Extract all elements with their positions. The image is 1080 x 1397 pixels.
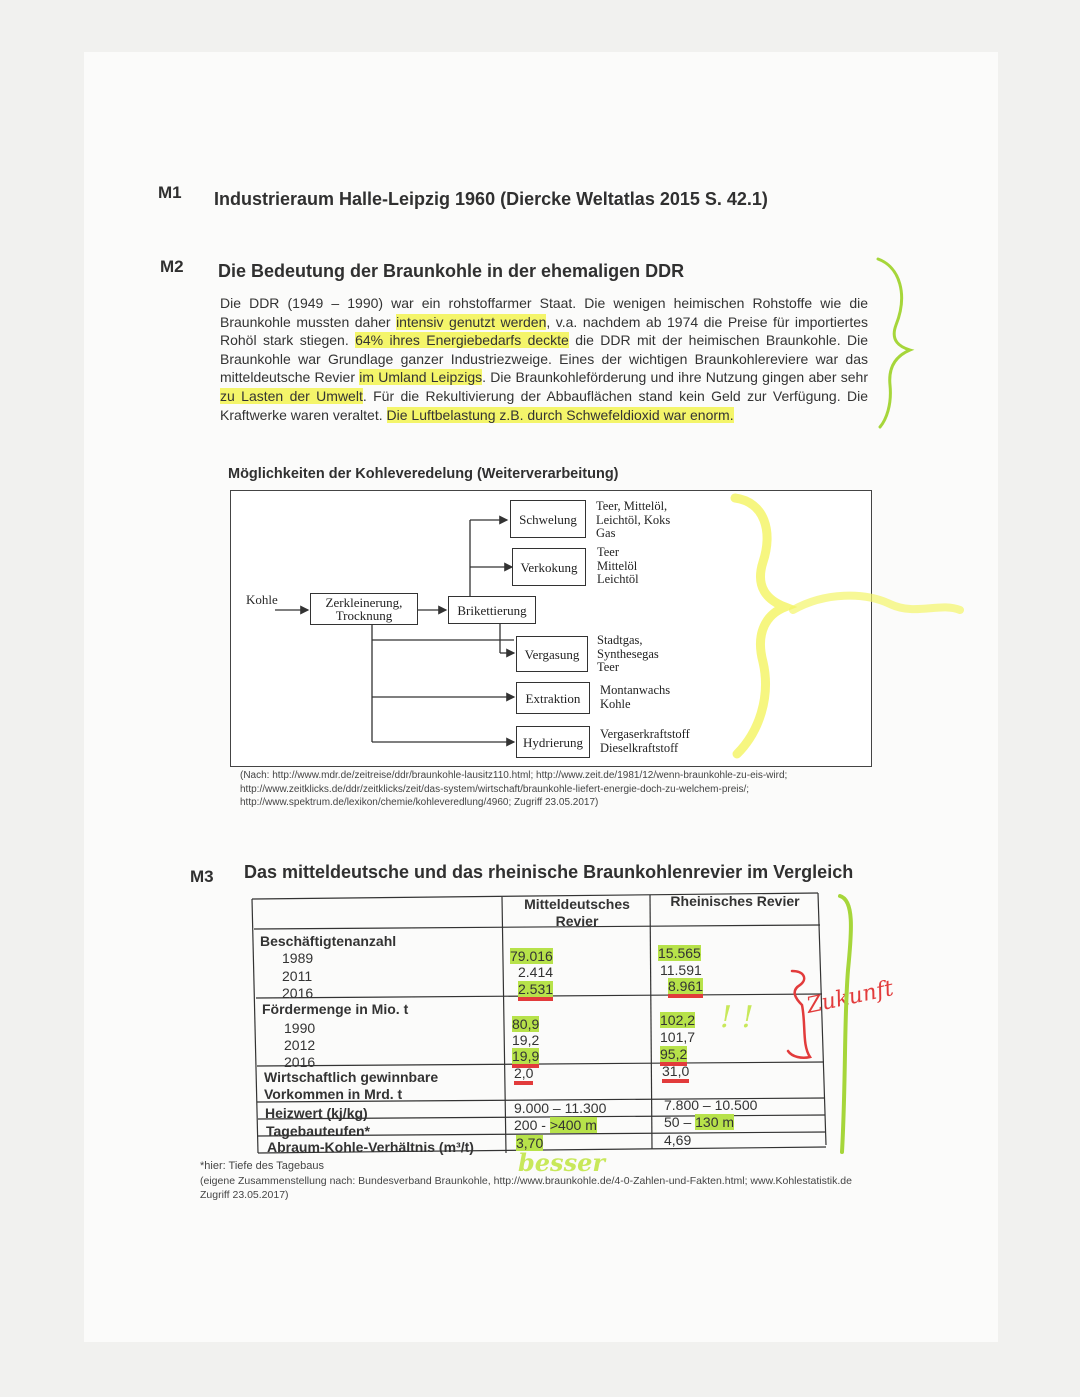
value: 19,9 bbox=[512, 1048, 539, 1068]
mittel-f2012: 19,2 bbox=[512, 1032, 540, 1048]
rhein-b2011: 11.591 bbox=[660, 962, 702, 978]
mittel-f1990 bbox=[512, 1016, 539, 1033]
m2-paragraph bbox=[220, 294, 868, 424]
m2-label: M2 bbox=[160, 257, 184, 276]
mittel-tagebau bbox=[514, 1117, 597, 1134]
mittel-heizwert: 9.000 – 11.300 bbox=[514, 1100, 607, 1116]
highlighted-text: intensiv genutzt werden bbox=[396, 313, 547, 330]
rhein-f1990 bbox=[660, 1012, 695, 1029]
rhein-b1989 bbox=[658, 945, 701, 962]
mittel-b2016 bbox=[518, 981, 553, 998]
value: 3,70 bbox=[516, 1135, 544, 1151]
products-extraktion: Montanwachs Kohle bbox=[600, 683, 671, 711]
value: 95,2 bbox=[660, 1046, 687, 1066]
mittel-b2011: 2.414 bbox=[518, 964, 554, 980]
flow-box-extraktion: Extraktion bbox=[516, 682, 590, 714]
diagram-title: Möglichkeiten der Kohleveredelung (Weiterverarbeitung) bbox=[228, 466, 619, 482]
value: 2.531 bbox=[518, 981, 553, 1001]
m3-source: (eigene Zusammenstellung nach: Bundesverband Braunkohle, http://www.braunkohle.de/4-0-Zahlen-und-Fakten.html; www.Kohlestatistik.de Zugriff 23.05.2017) bbox=[200, 1175, 852, 1201]
row-label-vorkommen: Wirtschaftlich gewinnbare Vorkommen in Mrd. t bbox=[264, 1069, 439, 1102]
rhein-tagebau bbox=[664, 1114, 734, 1131]
value: 31,0 bbox=[662, 1063, 689, 1083]
flow-box-schwelung: Schwelung bbox=[510, 500, 586, 538]
rhein-abraum: 4,69 bbox=[664, 1132, 692, 1148]
value: 102,2 bbox=[660, 1012, 696, 1028]
flow-box-hydrierung: Hydrierung bbox=[516, 726, 590, 758]
yellow-brace-mark bbox=[715, 492, 975, 764]
handwritten-zukunft: Zukunft bbox=[804, 976, 896, 1019]
rhein-f2016 bbox=[660, 1046, 687, 1063]
highlighted-text: zu Lasten der Umwelt bbox=[220, 387, 363, 404]
m2-source: (Nach: http://www.mdr.de/zeitreise/ddr/braunkohle-lausitz110.html; http://www.zeit.de/1981/12/wenn-braunkohle-zu-eis-wird; http://www.zeitklicks.de/ddr/zeitklicks/zeit/das-system/wirtschaft/braunkohle-liefert-energie-doch-zu-welchem-preis/; http://www.spektrum.de/lexikon/chemie/kohleveredlung/4960; Zugriff 23.05.2017) bbox=[240, 770, 788, 808]
value: >400 m bbox=[549, 1117, 597, 1133]
row-label-2016b: 2016 bbox=[284, 1054, 316, 1070]
column-header-rheinisch: Rheinisches Revier bbox=[670, 893, 800, 909]
value: 50 – bbox=[664, 1114, 696, 1130]
mittel-b1989 bbox=[510, 948, 553, 965]
row-label-foerdermenge: Fördermenge in Mio. t bbox=[262, 1001, 409, 1017]
m2-title: Die Bedeutung der Braunkohle in der ehemaligen DDR bbox=[218, 261, 685, 281]
value: 200 - bbox=[514, 1117, 550, 1133]
mittel-f2016 bbox=[512, 1048, 539, 1065]
value: 15.565 bbox=[658, 945, 701, 961]
m3-title: Das mitteldeutsche und das rheinische Braunkohlenrevier im Vergleich bbox=[244, 862, 854, 882]
row-label-1990: 1990 bbox=[284, 1020, 316, 1036]
value: 130 m bbox=[695, 1114, 735, 1130]
flow-box-brikettierung: Brikettierung bbox=[448, 596, 536, 624]
text-run: Die DDR (1949 – 1990) war ein rohstoffarmer Staat. Die wenigen heimischen Rohstoffe wie die Braunkohle mussten daher bbox=[220, 295, 868, 330]
products-hydrierung: Vergaserkraftstoff Dieselkraftstoff bbox=[600, 727, 690, 755]
green-brace-mark bbox=[870, 255, 920, 430]
flow-start-kohle: Kohle bbox=[246, 592, 278, 607]
text-run: . Die Braunkohleförderung und ihre Nutzung gingen aber sehr bbox=[482, 369, 868, 386]
text-run: . Für die Rekultivierung der Abbauflächen stand kein Geld zur Verfügung. Die Kraftwerke waren veraltet. bbox=[220, 387, 868, 423]
flow-box-vergasung: Vergasung bbox=[516, 636, 588, 672]
mittel-vorkommen bbox=[514, 1065, 533, 1082]
highlighted-text: im Umland Leipzigs bbox=[359, 369, 483, 386]
text-run: , v.a. nachdem ab 1974 die Preise für importiertes Rohöl stark stiegen. bbox=[220, 313, 868, 349]
products-vergasung: Stadtgas, Synthesegas Teer bbox=[597, 633, 659, 674]
row-label-2011: 2011 bbox=[282, 968, 313, 984]
products-verkokung: Teer Mittelöl Leichtöl bbox=[597, 545, 639, 586]
column-header-mitteldeutsch: Mitteldeutsches Revier bbox=[524, 896, 630, 929]
green-line-mark bbox=[828, 890, 868, 1160]
products-schwelung: Teer, Mittelöl, Leichtöl, Koks Gas bbox=[596, 499, 671, 540]
row-label-heizwert: Heizwert (kj/kg) bbox=[265, 1105, 368, 1121]
rhein-f2012: 101,7 bbox=[660, 1029, 696, 1045]
row-label-tagebauteufen: Tagebauteufen* bbox=[266, 1123, 370, 1139]
exclamation-marks: ! ! bbox=[720, 1000, 754, 1035]
row-label-abraum: Abraum-Kohle-Verhältnis (m³/t) bbox=[267, 1139, 474, 1155]
m3-label: M3 bbox=[190, 867, 214, 886]
value: 2,0 bbox=[514, 1065, 533, 1085]
row-label-2012: 2012 bbox=[284, 1037, 316, 1053]
text-run: die DDR mit der heimischen Braunkohle. Die Braunkohle war Grundlage ganzer Industriezweige. Eines der wichtigen Braunkohlereviere war das mitteldeutsche Revier bbox=[220, 332, 868, 386]
rhein-b2016 bbox=[668, 978, 703, 995]
value: 8.961 bbox=[668, 978, 703, 998]
m1-label: M1 bbox=[158, 183, 182, 202]
rhein-heizwert: 7.800 – 10.500 bbox=[664, 1097, 758, 1113]
m1-title: Industrieraum Halle-Leipzig 1960 (Diercke Weltatlas 2015 S. 42.1) bbox=[214, 189, 768, 209]
highlighted-text: 64% ihres Energiebedarfs deckte bbox=[355, 332, 569, 349]
row-label-beschaeftigte: Beschäftigtenanzahl bbox=[260, 933, 397, 949]
highlighted-text: Die Luftbelastung z.B. durch Schwefeldioxid war enorm. bbox=[386, 406, 734, 423]
row-label-1989: 1989 bbox=[282, 950, 314, 966]
rhein-vorkommen bbox=[662, 1063, 689, 1080]
m3-footnote: *hier: Tiefe des Tagebaus bbox=[200, 1160, 324, 1172]
flow-box-verkokung: Verkokung bbox=[512, 548, 586, 586]
value: 79.016 bbox=[510, 948, 553, 964]
row-label-2016: 2016 bbox=[282, 985, 314, 1001]
handwritten-besser: besser bbox=[518, 1148, 605, 1177]
value: 80,9 bbox=[512, 1016, 540, 1032]
flow-box-zerkleinerung: Zerkleinerung, Trocknung bbox=[310, 593, 418, 625]
